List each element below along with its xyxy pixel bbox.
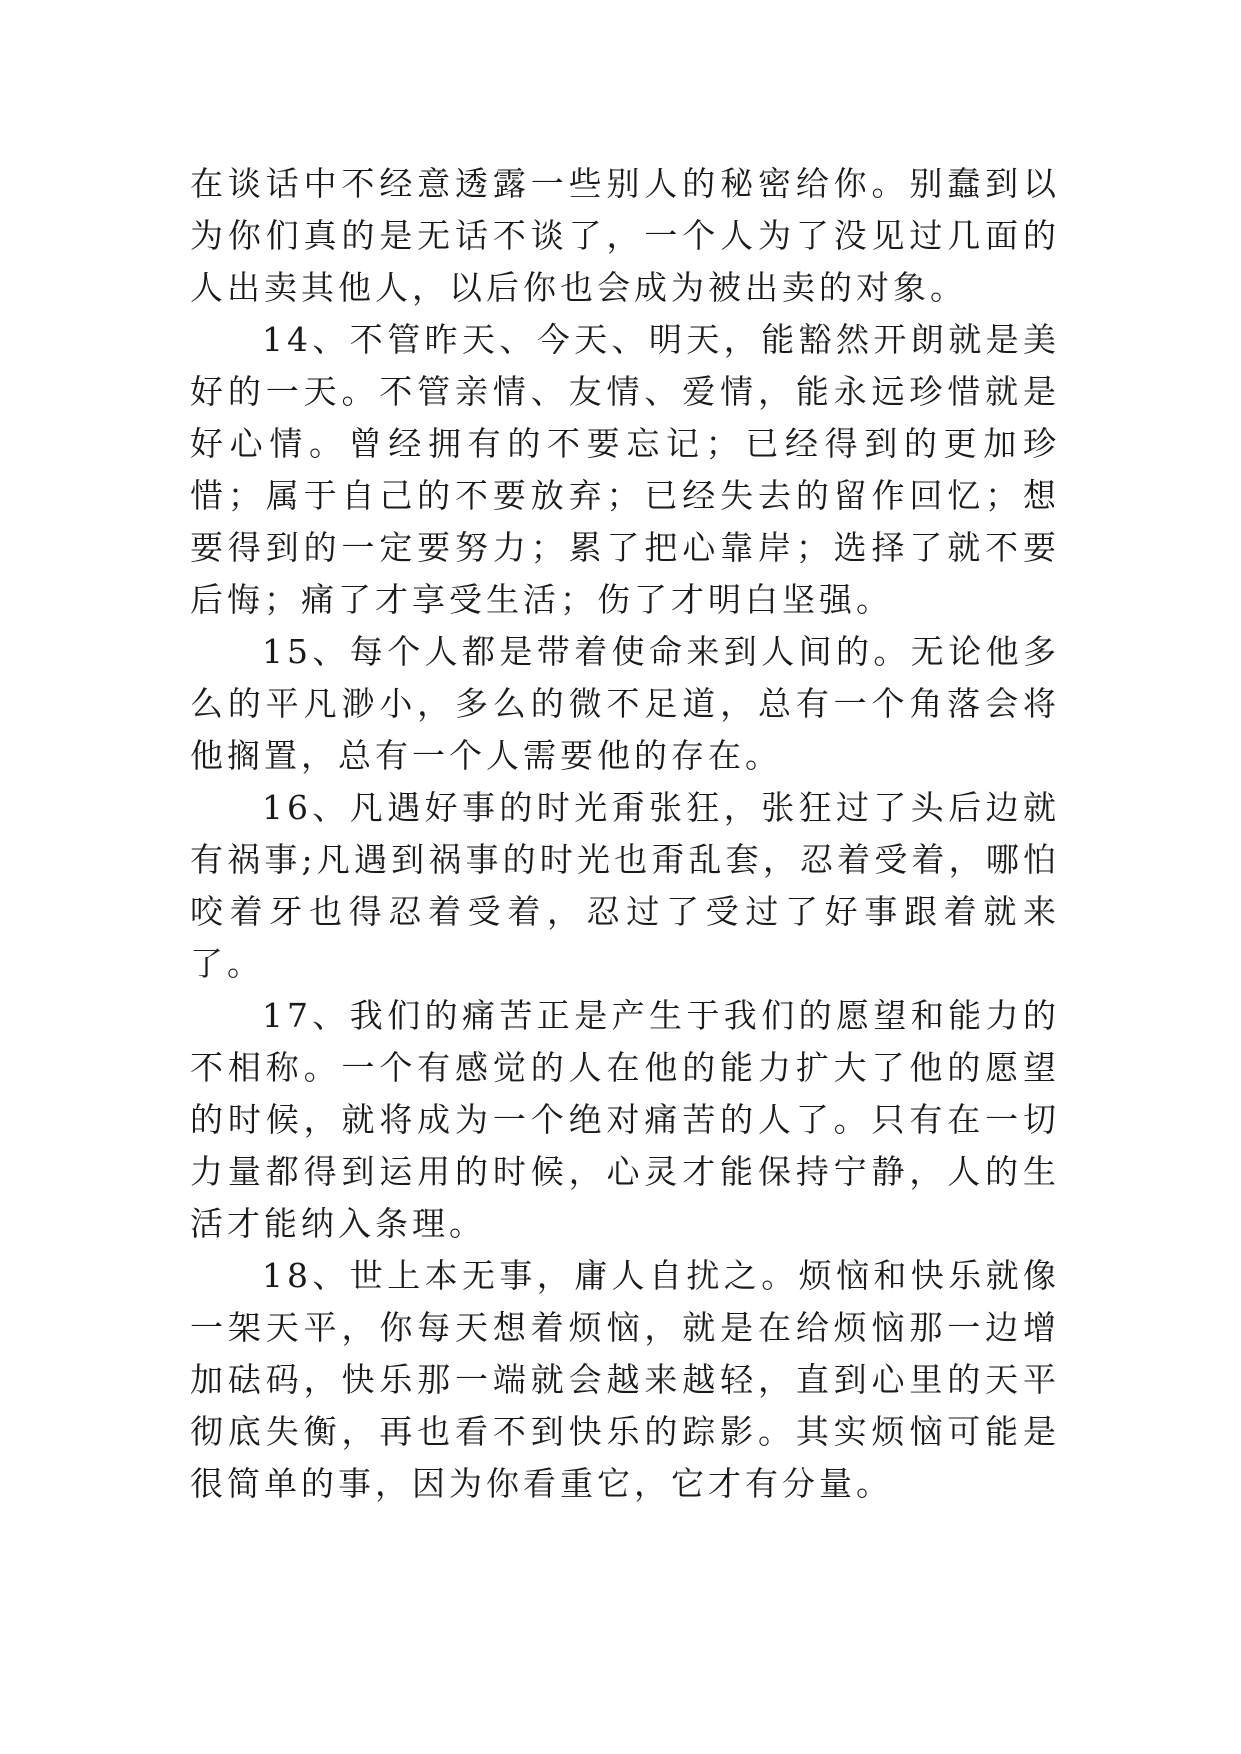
paragraph-18: 18、世上本无事，庸人自扰之。烦恼和快乐就像一架天平，你每天想着烦恼，就是在给烦恼那一边增加砝码，快乐那一端就会越来越轻，直到心里的天平彻底失衡，再也看不到快乐的踪影。其实烦恼可能是很简单的事，因为你看重它，它才有分量。 <box>190 1256 1060 1503</box>
document-body <box>190 158 1060 1510</box>
paragraph-15: 15、每个人都是带着使命来到人间的。无论他多么的平凡渺小，多么的微不足道，总有一个角落会将他搁置，总有一个人需要他的存在。 <box>190 632 1060 775</box>
paragraph-continued: 在谈话中不经意透露一些别人的秘密给你。别蠢到以为你们真的是无话不谈了，一个人为了没见过几面的人出卖其他人，以后你也会成为被出卖的对象。 <box>190 164 1060 307</box>
paragraph-14: 14、不管昨天、今天、明天，能豁然开朗就是美好的一天。不管亲情、友情、爱情，能永远珍惜就是好心情。曾经拥有的不要忘记；已经得到的更加珍惜；属于自己的不要放弃；已经失去的留作回忆；想要得到的一定要努力；累了把心靠岸；选择了就不要后悔；痛了才享受生活；伤了才明白坚强。 <box>190 320 1060 619</box>
paragraph-17: 17、我们的痛苦正是产生于我们的愿望和能力的不相称。一个有感觉的人在他的能力扩大了他的愿望的时候，就将成为一个绝对痛苦的人了。只有在一切力量都得到运用的时候，心灵才能保持宁静，人的生活才能纳入条理。 <box>190 996 1060 1243</box>
paragraph-16: 16、凡遇好事的时光甭张狂，张狂过了头后边就有祸事;凡遇到祸事的时光也甭乱套，忍着受着，哪怕咬着牙也得忍着受着，忍过了受过了好事跟着就来了。 <box>190 788 1060 983</box>
